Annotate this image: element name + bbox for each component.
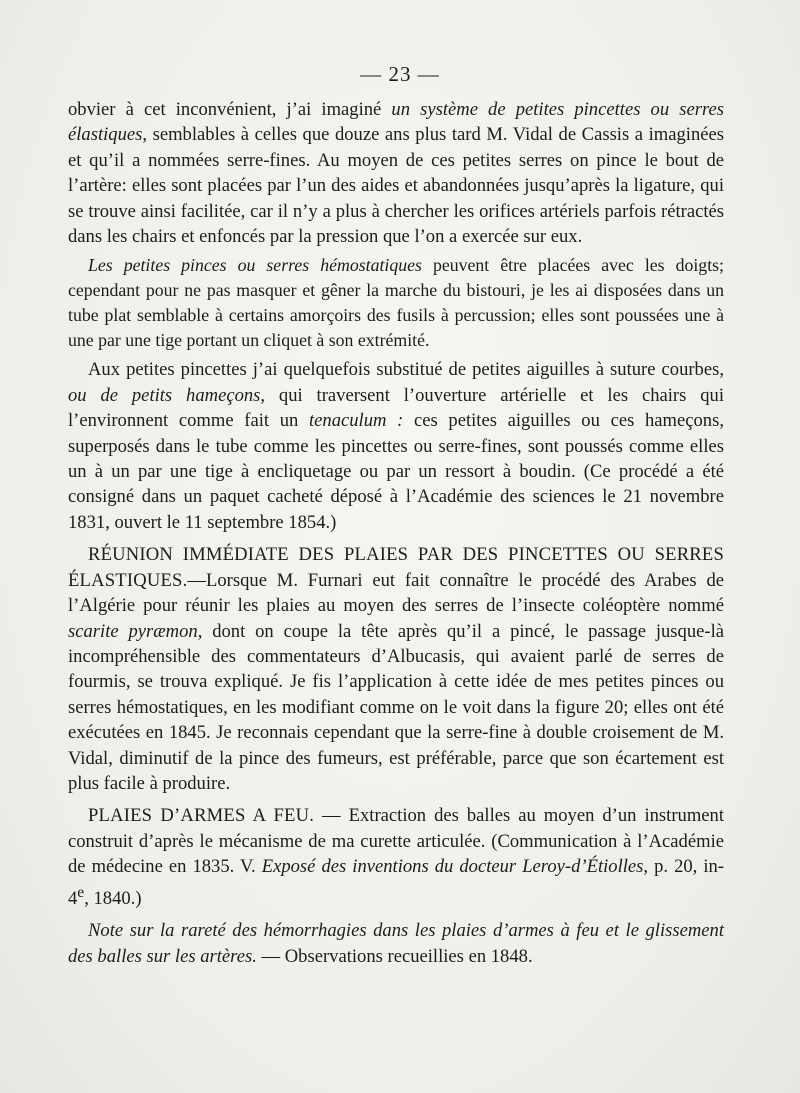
paragraph-plaies-armes-feu (68, 803, 724, 911)
body-text (68, 97, 724, 969)
italic-span: tenaculum : (308, 410, 404, 432)
paragraph-pinces-hemostatiques (68, 253, 724, 353)
text-span: ces petites aiguilles ou ces hameçons, superposés dans le tube comme les pincettes ou serre-fines, sont poussés comme elles un à un par une tige à encliquetage ou par un ressort à boudin. (Ce procédé a été consigné dans un paquet cacheté déposé à l’Académie des sciences le 21 novembre 1831, ouvert le 11 septembre 1854.) (68, 410, 724, 533)
text-span: — Observations recueillies en 1848. (256, 945, 533, 967)
text-span: —Lorsque M. Furnari eut fait connaître le procédé des Arabes de l’Algérie pour réunir les plaies au moyen des serres de l’insecte coléoptère nommé (68, 569, 724, 617)
paragraph-note-hemorrhagies (68, 918, 724, 969)
section-heading: PLAIES D’ARMES A FEU. (88, 805, 315, 827)
text-span: Aux petites pincettes j’ai quelquefois substitué de petites aiguilles à suture courbes, (88, 359, 724, 381)
paragraph-aiguilles-hamecons (68, 357, 724, 535)
page-number: — 23 — (360, 62, 440, 86)
paragraph-serres-elastiques (68, 97, 724, 249)
text-span: , qui traversent l’ouverture artérielle et les chairs qui l’environnent comme fait un (68, 384, 724, 432)
text-span: — Extraction des balles au moyen d’un instrument construit d’après le mécanisme de ma curette articulée. (Communication à l’Académie de médecine en 1835. V. (68, 805, 724, 878)
paragraph-reunion-immediate (68, 542, 724, 796)
section-heading: RÉUNION IMMÉDIATE DES PLAIES PAR DES PINCETTES OU SERRES ÉLASTIQUES. (68, 544, 724, 591)
italic-span: Note sur la rareté des hémorrhagies dans les plaies d’armes à feu et le glissement des balles sur les artères. (68, 920, 724, 967)
text-span: , semblables à celles que douze ans plus tard M. Vidal de Cassis a imaginées et qu’il a nommées serre-fines. Au moyen de ces petites serres on pince le bout de l’artère: elles sont placées par l’un des aides et abandonnées jusqu’après la ligature, qui se trouve ainsi facilitée, car il n’y a plus à chercher les orifices artériels parfois rétractés dans les chairs et enfoncés par la pression que l’on a exercée sur eux. (68, 124, 724, 248)
italic-span: un système de petites pincettes ou serres élastiques (68, 99, 724, 146)
italic-span: Les petites pinces ou serres hémostatiques (88, 255, 422, 276)
text-span: peuvent être placées avec les doigts; cependant pour ne pas masquer et gêner la marche du bistouri, je les ai disposées dans un tube plat semblable à certains amorçoirs des fusils à percussion; elles sont poussées une à une par une tige portant un cliquet à son extrémité. (68, 255, 725, 351)
text-span: , dont on coupe la tête après qu’il a pincé, le passage jusque-là incompréhensible des commentateurs d’Albucasis, qui avaient parlé de serres de fourmis, se trouva expliqué. Je fis l’application à cette idée de mes petites pinces ou serres hémostatiques, en les modifiant comme on le voit dans la figure 20; elles ont été exécutées en 1845. Je reconnais cependant que la serre-fine à double croisement de M. Vidal, diminutif de la pince des fumeurs, est préférable, parce que son écartement est plus facile à produire. (68, 620, 724, 794)
text-span: , 1840.) (84, 887, 142, 909)
italic-span: scarite pyræmon (68, 620, 198, 642)
text-span: , p. 20, in-4 (68, 856, 724, 909)
italic-span: ou de petits hameçons (68, 384, 261, 406)
superscript: e (77, 883, 85, 901)
italic-span: Exposé des inventions du docteur Leroy-d’Étiolles (261, 856, 644, 878)
text-span: obvier à cet inconvénient, j’ai imaginé (68, 99, 392, 120)
